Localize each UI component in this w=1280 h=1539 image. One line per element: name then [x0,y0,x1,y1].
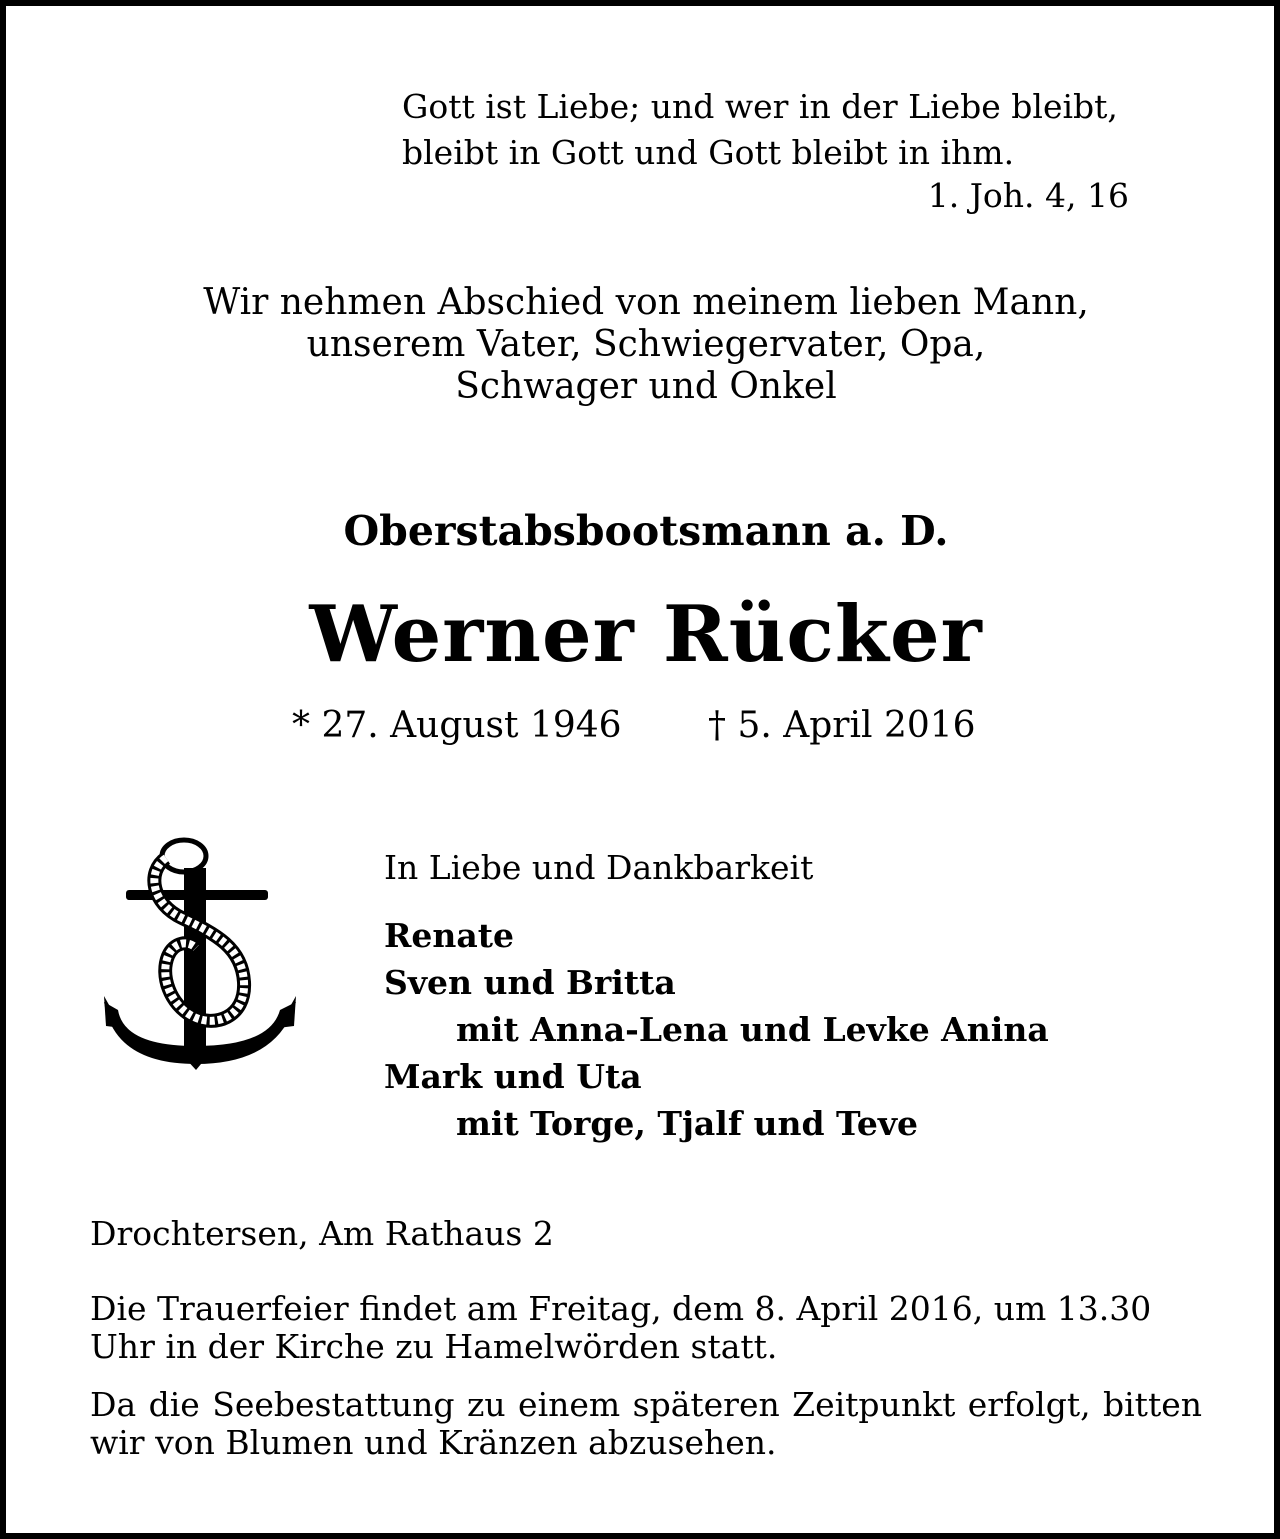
verse-line: Gott ist Liebe; und wer in der Liebe bleibt, [402,87,1118,126]
deceased-name: Werner Rücker [309,589,983,680]
verse-line: bleibt in Gott und Gott bleibt in ihm. [402,133,1015,172]
anchor-with-rope-icon [104,832,304,1076]
mourner-line: Mark und Uta [384,1057,642,1096]
deceased-rank: Oberstabsbootsmann a. D. [343,507,949,555]
mourners-list [384,912,1049,1147]
intro-line: Wir nehmen Abschied von meinem lieben Mann, [203,282,1089,323]
burial-notice: Da die Seebestattung zu einem späteren Zeitpunkt erfolgt, bitten wir von Blumen und Kränzen abzusehen. [90,1385,1202,1462]
funeral-notice: Die Trauerfeier findet am Freitag, dem 8. April 2016, um 13.30 Uhr in der Kirche zu Hamelwörden statt. [90,1289,1152,1366]
family-address: Drochtersen, Am Rathaus 2 [90,1214,554,1253]
mourner-line: mit Anna-Lena und Levke Anina [456,1010,1049,1049]
intro-line: Schwager und Onkel [455,366,837,407]
mourners-heading: In Liebe und Dankbarkeit [384,848,814,887]
birth-date: * 27. August 1946 [292,705,622,746]
farewell-intro [6,282,1280,408]
mourner-line: Renate [384,916,515,955]
mourner-line: Sven und Britta [384,963,676,1002]
intro-line: unserem Vater, Schwiegervater, Opa, [306,324,986,365]
death-date: † 5. April 2016 [708,705,976,746]
mourner-line: mit Torge, Tjalf und Teve [456,1104,918,1143]
bible-verse [402,84,1118,176]
verse-reference: 1. Joh. 4, 16 [927,176,1129,215]
